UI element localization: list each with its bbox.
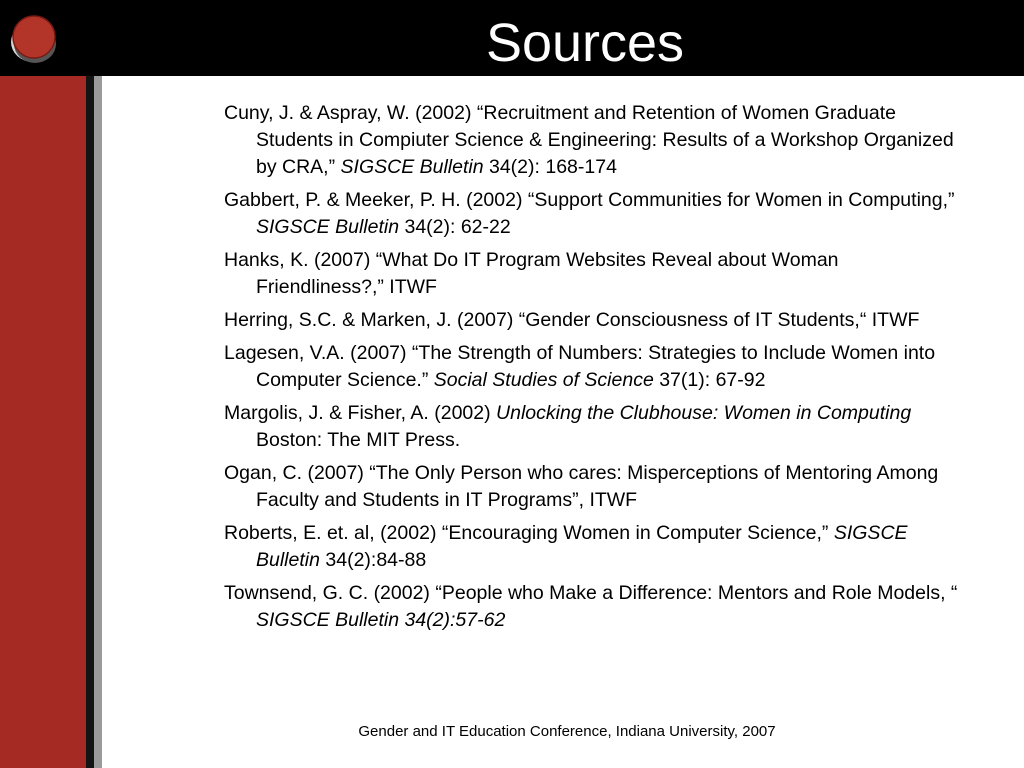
reference-item bbox=[224, 100, 966, 181]
slide-footer: Gender and IT Education Conference, Indiana University, 2007 bbox=[358, 723, 776, 740]
slide-title: Sources bbox=[485, 13, 685, 73]
reference-text: Roberts, E. et. al, (2002) “Encouraging Women in Computer Science,” bbox=[224, 522, 834, 544]
reference-details: 34(2): 168-174 bbox=[483, 156, 617, 178]
reference-item bbox=[224, 247, 966, 301]
title-bar bbox=[0, 0, 1024, 76]
reference-text: Ogan, C. (2007) “The Only Person who cares: Misperceptions of Mentoring Among Faculty and Students in IT Programs”, ITWF bbox=[224, 462, 939, 511]
reference-item bbox=[224, 520, 966, 574]
reference-details: 37(1): 67-92 bbox=[653, 369, 766, 391]
reference-publication: Unlocking the Clubhouse: Women in Computing bbox=[496, 402, 912, 424]
reference-details: 34(2): 62-22 bbox=[399, 216, 511, 238]
reference-text: Margolis, J. & Fisher, A. (2002) bbox=[224, 402, 497, 424]
reference-text: Hanks, K. (2007) “What Do IT Program Websites Reveal about Woman Friendliness?,” ITWF bbox=[224, 249, 839, 298]
reference-text: Cuny, J. & Aspray, W. (2002) “Recruitment and Retention of Women Graduate Students in Compiuter Science & Engineering: Results of a Workshop Organized by CRA,” bbox=[224, 102, 954, 178]
circle-logo-icon bbox=[8, 13, 60, 65]
reference-item bbox=[224, 580, 966, 634]
reference-list bbox=[224, 100, 966, 640]
reference-publication: Social Studies of Science bbox=[433, 369, 654, 391]
reference-text: Lagesen, V.A. (2007) “The Strength of Numbers: Strategies to Include Women into Computer Science.” bbox=[224, 342, 936, 391]
reference-item bbox=[224, 187, 966, 241]
left-divider-dark bbox=[86, 76, 94, 768]
reference-publication: SIGSCE Bulletin 34(2):57-62 bbox=[256, 609, 506, 631]
reference-item bbox=[224, 400, 966, 454]
reference-publication: SIGSCE Bulletin bbox=[340, 156, 484, 178]
reference-item bbox=[224, 307, 966, 334]
reference-text: Townsend, G. C. (2002) “People who Make a Difference: Mentors and Role Models, “ bbox=[224, 582, 958, 604]
left-divider-gray bbox=[94, 76, 102, 768]
left-accent-bar bbox=[0, 76, 86, 768]
reference-details: 34(2):84-88 bbox=[319, 549, 427, 571]
reference-details: Boston: The MIT Press. bbox=[256, 429, 461, 451]
reference-text: Herring, S.C. & Marken, J. (2007) “Gender Consciousness of IT Students,“ ITWF bbox=[224, 309, 920, 331]
reference-text: Gabbert, P. & Meeker, P. H. (2002) “Support Communities for Women in Computing,” bbox=[224, 189, 955, 211]
reference-publication: SIGSCE Bulletin bbox=[256, 216, 400, 238]
reference-publication: SIGSCE Bulletin bbox=[256, 522, 908, 571]
reference-item bbox=[224, 340, 966, 394]
reference-item bbox=[224, 460, 966, 514]
